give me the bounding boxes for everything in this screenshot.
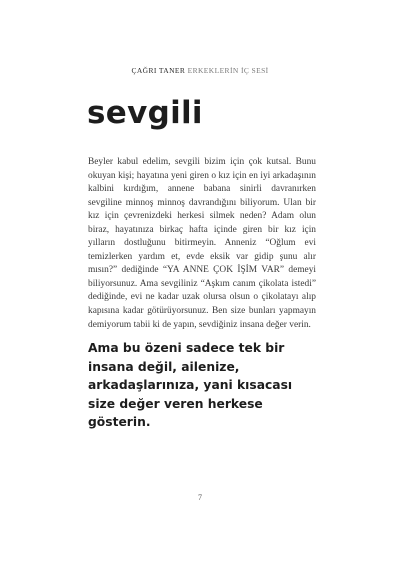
page-number: 7 — [198, 493, 202, 502]
header-book-title: ERKEKLERİN İÇ SESİ — [187, 66, 269, 75]
body-paragraph: Beyler kabul edelim, sevgili bizim için çok kutsal. Bunu okuyan kişi; hayatına yeni giren o kız için en iyi arkadaşının kalbini kırdığım, annene babana sinirli davranırken sevgiline minnoş minnoş davrandığını biliyorum. Ulan bir kız için çevrenizdeki herkesi silmek neden? Adam olun biraz, hayatınıza birkaç hafta içinde giren bir kız için yılların dostluğunu bitirmeyin. Anneniz “Oğlum evi temizlerken yardım et, evde eksik var gidip şunu alır mısın?” dediğinde “YA ANNE ÇOK İŞİM VAR” demeyi biliyorsunuz. Ama sevgiliniz “Aşkım canım çikolata istedi” dediğinde, evi ne kadar uzak olursa olsun o çikolatayı alıp kapısına kadar götürüyorsunuz. Ben size bunları yapmayın demiyorum tabii ki de yapın, sevdiğiniz insana değer verin. — [88, 157, 316, 330]
chapter-title: sevgili — [87, 95, 203, 131]
running-header — [0, 66, 400, 75]
pull-quote: Ama bu özeni sadece tek bir insana değil, ailenize, arkadaşlarınıza, yani kısacası size değer veren herkese gösterin. — [88, 341, 293, 429]
header-author: ÇAĞRI TANER — [131, 66, 186, 75]
